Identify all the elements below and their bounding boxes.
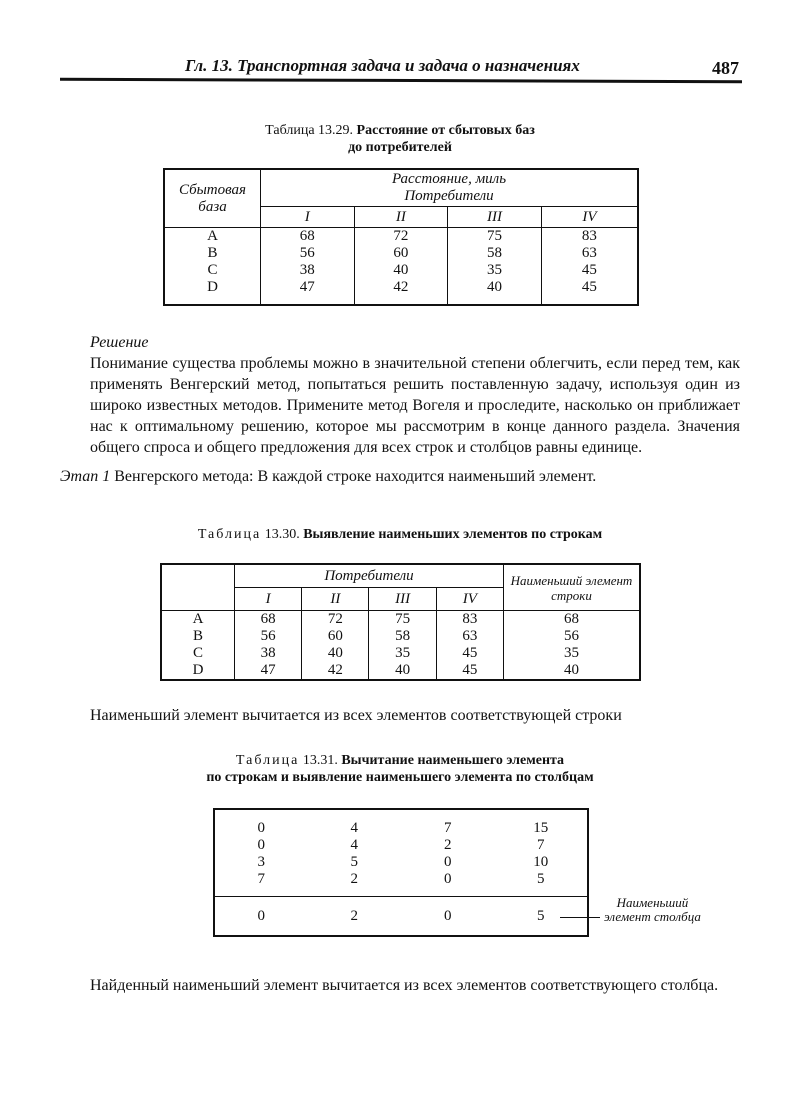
distance-table	[163, 168, 639, 306]
group-header-line1: Расстояние, миль	[391, 171, 507, 187]
cell: 45	[541, 279, 638, 305]
min-cell: 56	[504, 628, 641, 645]
column-header: IV	[541, 207, 638, 228]
cell: 2	[308, 871, 402, 897]
cell: 40	[354, 262, 448, 279]
column-header: III	[448, 207, 542, 228]
solution-section	[60, 332, 740, 487]
min-cell: 40	[504, 662, 641, 680]
min-cell: 2	[350, 907, 358, 924]
cell: 63	[541, 245, 638, 262]
cell: 35	[448, 262, 542, 279]
cell: 63	[436, 628, 503, 645]
table3-caption	[130, 752, 670, 786]
row-label: C	[192, 645, 203, 661]
column-header: III	[369, 588, 436, 611]
table-row	[161, 662, 640, 680]
cell: 45	[436, 645, 503, 662]
table2-caption	[130, 526, 670, 543]
caption-label: Таблица 13.29.	[265, 123, 354, 138]
cell: 68	[235, 611, 302, 629]
table-row	[214, 809, 588, 837]
min-row	[214, 897, 588, 937]
cell: 40	[448, 279, 542, 305]
cell: 0	[257, 837, 265, 853]
cell: 4	[350, 820, 358, 836]
cell: 56	[235, 628, 302, 645]
cell: 38	[235, 645, 302, 662]
cell: 5	[495, 871, 589, 897]
min-cell: 0	[257, 907, 265, 924]
cell: 68	[261, 228, 355, 246]
table1-caption	[160, 122, 640, 156]
cell: 7	[537, 837, 545, 853]
column-header: I	[235, 588, 302, 611]
annotation-line2: элемент столбца	[604, 909, 701, 924]
cell: 58	[369, 628, 436, 645]
column-header: I	[261, 207, 355, 228]
cell: 40	[302, 645, 369, 662]
table-row	[161, 628, 640, 645]
closing-text: Найденный наименьший элемент вычитается из всех элементов соответствующего столбца.	[90, 977, 719, 994]
column-min-annotation	[604, 896, 701, 924]
cell: 40	[369, 662, 436, 680]
min-cell: 35	[504, 645, 641, 662]
cell: 15	[533, 820, 549, 836]
column-header: II	[302, 588, 369, 611]
caption-title-2: по строкам и выявление наименьшего элемента по столбцам	[206, 770, 594, 785]
cell: 45	[436, 662, 503, 680]
caption-title: Вычитание наименьшего элемента	[341, 753, 565, 768]
table-row	[164, 228, 638, 246]
table-row	[161, 611, 640, 629]
cell: 38	[261, 262, 355, 279]
column-header: IV	[436, 588, 503, 611]
cell: 3	[257, 854, 265, 870]
cell: 83	[541, 228, 638, 246]
cell: 42	[302, 662, 369, 680]
cell: 10	[533, 854, 549, 870]
cell: 47	[235, 662, 302, 680]
table-row	[164, 262, 638, 279]
row-label: A	[192, 611, 204, 627]
caption-title-2: до потребителей	[348, 140, 452, 155]
row-label: B	[207, 245, 218, 261]
row-label: A	[207, 228, 218, 244]
group-header	[261, 169, 639, 207]
row-header: Сбытовая база	[164, 169, 261, 228]
cell: 4	[350, 837, 358, 853]
annotation-line1: Наименьший	[616, 895, 689, 910]
min-cell: 5	[537, 907, 545, 924]
caption-label: Таблица	[197, 527, 262, 542]
cell: 72	[354, 228, 448, 246]
row-label: B	[192, 628, 203, 644]
table-row	[161, 645, 640, 662]
cell: 56	[261, 245, 355, 262]
cell: 42	[354, 279, 448, 305]
table-row	[214, 837, 588, 854]
row-label: C	[207, 262, 218, 278]
cell: 0	[444, 854, 452, 870]
reduced-table	[213, 808, 589, 937]
cell: 0	[401, 871, 495, 897]
caption-title: Расстояние от сбытовых баз	[356, 123, 535, 138]
caption-title: Выявление наименьших элементов по строкам	[303, 527, 603, 542]
column-header: II	[354, 207, 448, 228]
cell: 75	[369, 611, 436, 629]
group-header-line2: Потребители	[404, 188, 494, 204]
running-title: Гл. 13. Транспортная задача и задача о назначениях	[185, 56, 580, 75]
min-header: Наименьший элемент строки	[504, 564, 641, 611]
cell: 83	[436, 611, 503, 629]
solution-heading: Решение	[90, 334, 149, 351]
cell: 45	[541, 262, 638, 279]
cell: 75	[448, 228, 542, 246]
cell: 35	[369, 645, 436, 662]
between-text: Наименьший элемент вычитается из всех элементов соответствующей строки	[90, 707, 622, 724]
cell: 60	[354, 245, 448, 262]
cell: 7	[214, 871, 308, 897]
table-row	[164, 279, 638, 305]
annotation-leader-line	[560, 917, 600, 918]
row-label: D	[207, 279, 218, 295]
step-label: Этап 1	[60, 468, 111, 485]
header-rule	[60, 78, 742, 83]
step-text: Венгерского метода: В каждой строке находится наименьший элемент.	[110, 468, 597, 485]
cell: 5	[350, 854, 358, 870]
row-min-table	[160, 563, 641, 681]
min-cell: 68	[504, 611, 641, 629]
cell: 60	[302, 628, 369, 645]
table-row	[164, 245, 638, 262]
caption-label: Таблица	[235, 753, 300, 768]
cell: 2	[444, 837, 452, 853]
caption-number: 13.31.	[302, 753, 338, 768]
cell: 72	[302, 611, 369, 629]
min-cell: 0	[444, 907, 452, 924]
cell: 47	[261, 279, 355, 305]
group-header: Потребители	[235, 564, 504, 588]
table-row	[214, 871, 588, 897]
page-number: 487	[712, 58, 739, 78]
step-paragraph	[60, 466, 740, 487]
cell: 58	[448, 245, 542, 262]
row-label: D	[192, 662, 204, 678]
caption-number: 13.30.	[264, 527, 300, 542]
solution-paragraph: Понимание существа проблемы можно в значительной степени облегчить, если перед тем, как применять Венгерский метод, попытаться решить поставленную задачу, используя один из широко известных методов. Примените метод Вогеля и проследите, насколько он приближает нас к оптимальному решению, которое мы рассмотрим в конце данного раздела. Значения общего спроса и общего предложения для всех строк и столбцов равны единице.	[90, 355, 740, 456]
blank-header	[161, 564, 235, 611]
cell: 7	[444, 820, 452, 836]
table-row	[214, 854, 588, 871]
cell: 0	[257, 820, 265, 836]
